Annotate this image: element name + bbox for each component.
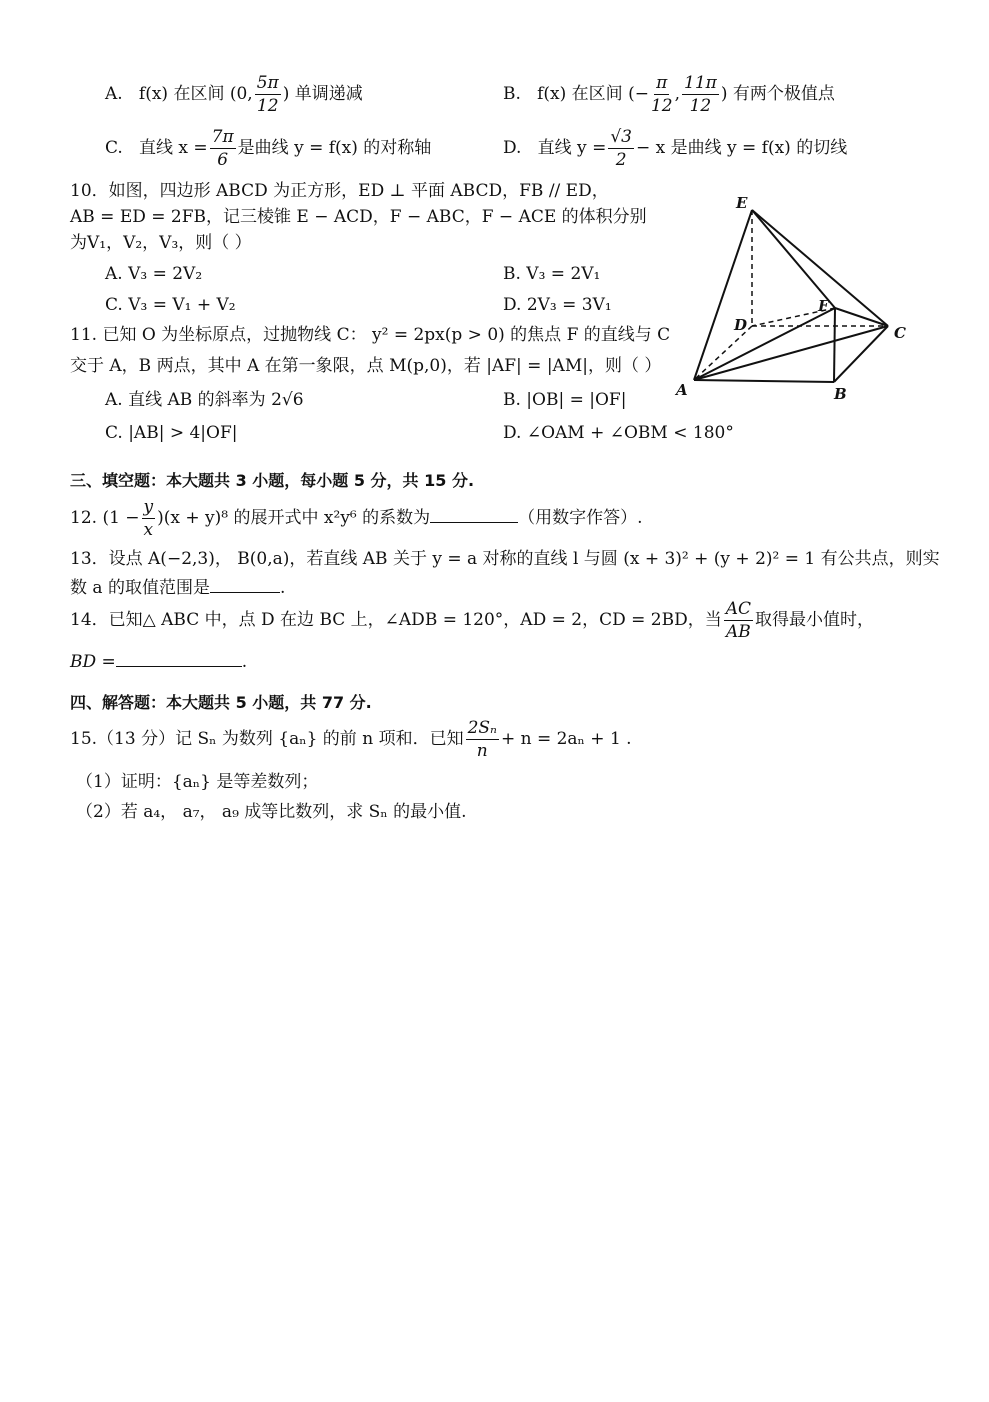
q11-option-d: D. ∠OAM + ∠OBM < 180° (503, 423, 734, 443)
q11-stem-line2: 交于 A，B 两点，其中 A 在第一象限，点 M(p,0)，若 |AF| = |AM|，则（ ） (70, 356, 662, 376)
fraction: $\frac{\text{2Sₙ}}{n}$ (467, 718, 497, 761)
q9-option-b: B. f(x) 在区间 (− $\frac{\pi}{12}$ , $\frac{11\pi}{12}$ ) 有两个极值点 (503, 73, 835, 116)
q10-stem-line2: AB = ED = 2FB，记三棱锥 E − ACD，F − ABC，F − ACE 的体积分别 (70, 207, 647, 227)
label-D: D (734, 316, 748, 334)
fraction: $\frac{y}{x}$ (143, 497, 154, 540)
answer-blank (116, 650, 242, 667)
q15-part1: （1）证明：{aₙ} 是等差数列； (76, 772, 319, 792)
label-A: A (676, 381, 688, 399)
fraction: $\frac{7\pi}{6}$ (211, 127, 234, 170)
q14-line2: BD = . (70, 652, 248, 672)
q13-line1: 13．设点 A(−2,3)， B(0,a)，若直线 AB 关于 y = a 对称的直线 l 与圆 (x + 3)² + (y + 2)² = 1 有公共点，则实 (70, 549, 940, 569)
section-3-heading: 三、填空题：本大题共 3 小题，每小题 5 分，共 15 分. (70, 471, 475, 490)
q9-option-d: D. 直线 y = $\frac{√3}{2}$ − x 是曲线 y = f(x) 的切线 (503, 127, 848, 170)
q10-option-a: A. V₃ = 2V₂ (105, 264, 203, 284)
q14-line1: 14．已知△ ABC 中，点 D 在边 BC 上，∠ADB = 120°，AD = 2，CD = 2BD，当 $\frac{AC}{AB}$ 取得最小值时， (70, 599, 875, 642)
q9-option-a: A. f(x) 在区间 (0, $\frac{5\pi}{12}$ ) 单调递减 (105, 73, 363, 116)
q15-part2: （2）若 a₄， a₇， a₉ 成等比数列，求 Sₙ 的最小值. (76, 802, 467, 822)
pyramid-figure (672, 188, 912, 408)
edge-FB (834, 308, 835, 382)
q10-option-d: D. 2V₃ = 3V₁ (503, 295, 612, 315)
q11-option-b: B. |OB| = |OF| (503, 390, 627, 410)
fraction: $\frac{AC}{AB}$ (725, 599, 752, 642)
fraction: $\frac{√3}{2}$ (610, 127, 632, 170)
label-B: B (834, 385, 847, 403)
q10-option-b: B. V₃ = 2V₁ (503, 264, 601, 284)
q11-stem-line1: 11. 已知 O 为坐标原点，过抛物线 C： y² = 2px(p > 0) 的焦点 F 的直线与 C (70, 325, 671, 345)
q10-stem-line3: 为V₁，V₂，V₃，则（ ） (70, 233, 252, 253)
q10-stem-line1: 10．如图，四边形 ABCD 为正方形，ED ⊥ 平面 ABCD，FB // ED， (70, 181, 609, 201)
fraction: $\frac{5\pi}{12}$ (256, 73, 279, 116)
q11-option-c: C. |AB| > 4|OF| (105, 423, 238, 443)
answer-blank (430, 506, 518, 523)
q9-option-c: C. 直线 x = $\frac{7\pi}{6}$ 是曲线 y = f(x) 的对称轴 (105, 127, 432, 170)
edge-AB (694, 380, 834, 382)
edge-FC (835, 308, 888, 326)
q15-stem: 15.（13 分）记 Sₙ 为数列 {aₙ} 的前 n 项和．已知 $\frac{\text{2Sₙ}}{n}$ + n = 2aₙ + 1 . (70, 718, 632, 761)
fraction: $\frac{\pi}{12}$ (650, 73, 673, 116)
section-4-heading: 四、解答题：本大题共 5 小题，共 77 分. (70, 693, 372, 712)
fraction: $\frac{11\pi}{12}$ (684, 73, 717, 116)
label-E: E (736, 194, 748, 212)
q13-line2: 数 a 的取值范围是 . (70, 578, 286, 598)
label-F: F (818, 297, 829, 315)
answer-blank (210, 576, 280, 593)
q12: 12. (1 − $\frac{y}{x}$ )(x + y)⁸ 的展开式中 x²y⁶ 的系数为 （用数字作答）. (70, 497, 643, 540)
q11-option-a: A. 直线 AB 的斜率为 2√6 (105, 390, 304, 410)
label-C: C (894, 324, 906, 342)
q10-option-c: C. V₃ = V₁ + V₂ (105, 295, 236, 315)
edge-EF (752, 210, 835, 308)
